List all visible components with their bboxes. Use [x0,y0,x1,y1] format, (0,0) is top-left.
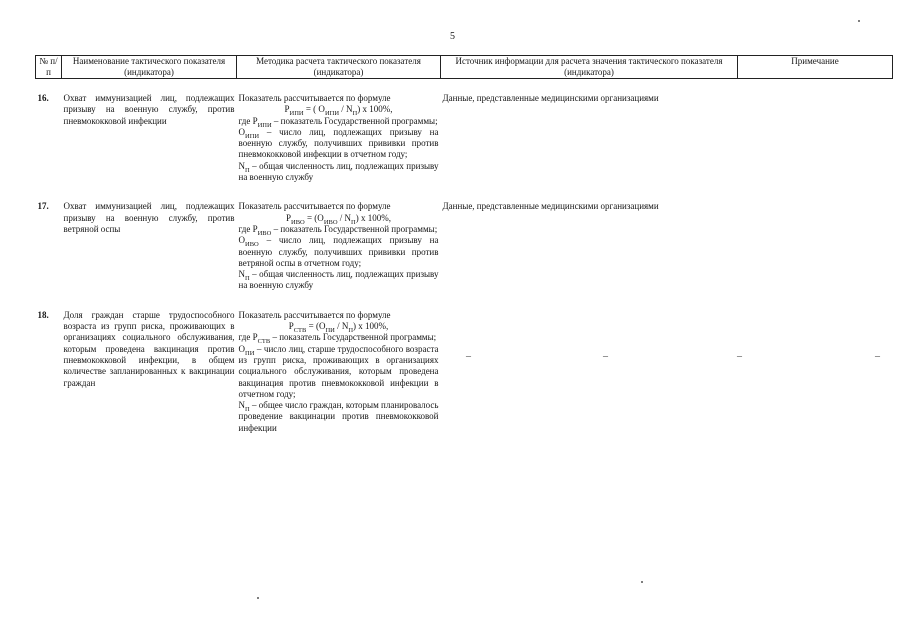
header-method: Методика расчета тактического показателя (индикатора) [237,56,441,79]
method-intro: Показатель рассчитывается по формуле [238,201,391,212]
table-header-row [36,56,893,79]
source-dash: – [466,351,471,362]
data-source: Данные, представленные медицинскими организациями [442,93,659,103]
row-number: 17. [37,201,49,212]
scan-speck [641,581,643,583]
indicator-name: Охват иммунизацией лиц, подлежащих призыву на военную службу, против пневмококковой инфекции [63,93,235,126]
header-name: Наименование тактического показателя (индикатора) [62,56,237,79]
row-number: 16. [37,93,49,103]
note [738,79,893,184]
method-intro: Показатель рассчитывается по формуле [238,309,391,320]
table-row [36,183,893,291]
calculation-method [237,292,441,434]
calculation-method [237,79,441,184]
page-number: 5 [450,31,455,42]
method-where: где $Р_{ИВО}$ – показатель Государственной программы; [238,223,438,237]
indicator-name: Доля граждан старше трудоспособного возраста из групп риска, проживающих в организациях социального обслуживания, которым проведена вакцинация против пневмококковой инфекции, в общем количестве запланированных к вакцинации граждан [63,309,235,388]
indicator-name: Охват иммунизацией лиц, подлежащих призыву на военную службу, против ветряной оспы [63,201,235,234]
method-formula: $Р_{СТВ} = (О_{ПИ} / N_П)$ х 100%, [288,321,389,334]
method-intro: Показатель рассчитывается по формуле [238,93,391,103]
method-definition: $N_П$ – общая численность лиц, подлежащих призыву на военную службу [238,160,439,183]
method-definition: $N_П$ – общее число граждан, которым планировалось проведение вакцинации против пневмококковой инфекции [238,400,439,433]
note-dash: – [737,351,742,362]
method-where: где $Р_{ИПИ}$ – показатель Государственной программы; [238,115,438,129]
method-definition: $О_{ПИ}$ – число лиц, старше трудоспособного возраста из групп риска, проживающих в организациях социального обслуживания, которым проведена вакцинация против пневмококковой инфекции в отчетном году; [238,343,439,399]
method-definition: $N_П$ – общая численность лиц, подлежащих призыву на военную службу [238,269,439,291]
method-definition: $О_{ИПИ}$ – число лиц, подлежащих призыву на военную службу, получивших прививки против пневмококковой инфекции в отчетном году; [238,126,439,160]
scan-speck [257,597,259,599]
calculation-method [237,183,441,291]
scan-speck [858,20,860,22]
data-source [441,292,738,434]
method-formula: $Р_{ИПИ}$ = ( $О_{ИПИ} / N_П$) х 100%, [284,104,393,118]
header-num: № п/п [36,56,62,79]
header-note: Примечание [738,56,893,79]
table-row [36,79,893,184]
source-dash: – [603,351,608,362]
header-source: Источник информации для расчета значения тактического показателя (индикатора) [441,56,738,79]
indicator-table [35,55,893,434]
note [738,183,893,291]
row-number: 18. [37,309,49,320]
note [738,292,893,434]
method-definition: $О_{ИВО}$ – число лиц, подлежащих призыву на военную службу, получивших прививки против ветряной оспы в отчетном году; [238,235,439,268]
method-where: где $Р_{СТВ}$ – показатель Государственной программы; [238,332,437,346]
note-dash: – [875,351,880,362]
data-source: Данные, представленные медицинскими организациями [442,201,659,212]
method-formula: $Р_{ИВО} = (О_{ИВО} / N_П)$ х 100%, [285,212,391,226]
table-row [36,292,893,434]
